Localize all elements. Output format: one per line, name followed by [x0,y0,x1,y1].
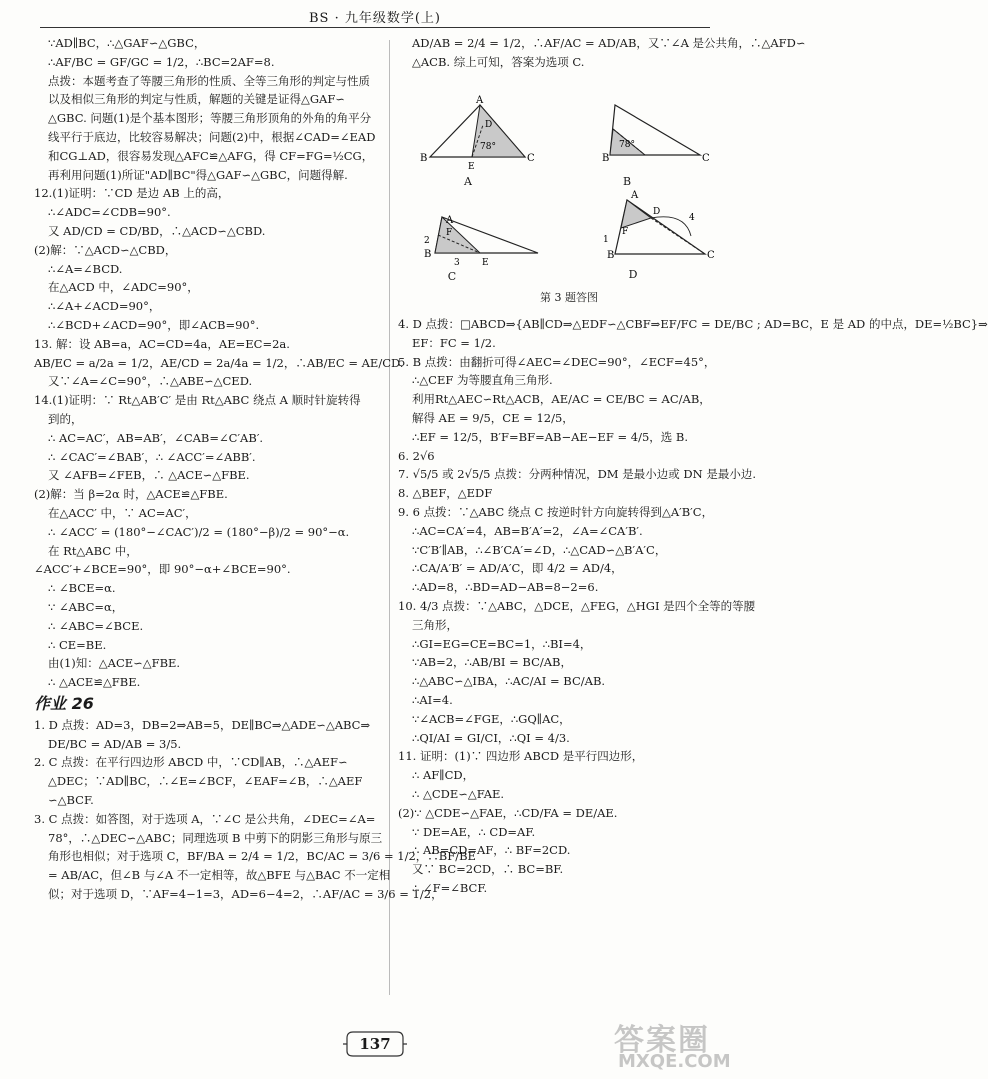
text-line: ∠ACC′+∠BCE=90°，即 90°−α+∠BCE=90°. [34,562,291,577]
svg-text:1: 1 [603,235,609,245]
text-line: = AB/AC，但∠B 与∠A 不一定相等，故△BFE 与△BAC 不一定相 [48,868,391,883]
text-line: ∴ ∠BCE=α. [48,581,116,596]
svg-text:C: C [527,153,535,164]
page-header [0,0,750,34]
text-line: 再利用问题(1)所证"AD∥BC"得△GAF∽△GBC，问题得解. [48,167,348,182]
text-line: ∴△ABC∽△IBA，∴AC/AI = BC/AB. [412,674,606,689]
figure-d [595,190,725,289]
text-line: DE/BC = AD/AB = 3/5. [48,736,182,751]
svg-text:E: E [482,258,489,268]
text-line: (2)解：当 β=2α 时，△ACE≌△FBE. [34,487,228,502]
figure-c-label: C [447,270,457,283]
text-line: ∴AF/BC = GF/GC = 1/2，∴BC=2AF=8. [48,54,275,69]
text-line: ∵C′B′∥AB，∴∠B′CA′=∠D，∴△CAD∽△B′A′C， [412,542,667,557]
text-line: 三角形， [412,617,458,632]
text-line: ∴ ∠CAC′=∠BAB′，∴ ∠ACC′=∠ABB′. [48,449,256,464]
text-line: 作业 26 [34,693,94,713]
text-line: ∵AB=2，∴AB/BI = BC/AB， [412,655,573,670]
text-line: (2)解：∵△ACD∽△CBD， [34,242,177,257]
text-line: ∴EF = 12/5，B′F=BF=AB−AE−EF = 4/5，选 B. [412,429,689,444]
watermark-url: MXQE.COM [618,1051,731,1072]
text-line: ∴CA/A′B′ = AD/A′C，即 4/2 = AD/4， [412,561,623,576]
text-line: 又∵ BC=2CD，∴ BC=BF. [412,862,564,877]
text-line: 9. 6 点拨：∵△ABC 绕点 C 按逆时针方向旋转得到△A′B′C， [398,504,714,519]
text-line: 又 ∠AFB=∠FEB，∴ △ACE∽△FBE. [48,468,250,483]
svg-text:F: F [622,227,629,237]
text-line: ∴ AF∥CD， [412,768,475,783]
svg-text:4: 4 [689,213,695,223]
figure-b-label: B [622,175,632,188]
text-line: 1. D 点拨：AD=3，DB=2⇒AB=5，DE∥BC⇒△ADE∽△ABC⇒ [34,717,371,732]
svg-text:A: A [631,190,639,201]
svg-text:C: C [707,250,715,261]
figure-d-drawing [595,190,725,285]
text-line: 13. 解：设 AB=a，AC=CD=4a，AE=EC=2a. [34,336,290,351]
text-line: 又∵∠A=∠C=90°，∴△ABE∽△CED. [48,374,253,389]
text-line: 11. 证明：(1)∵ 四边形 ABCD 是平行四边形， [398,749,644,764]
figure-b-drawing [595,95,715,175]
figure-a-drawing [410,95,550,175]
text-line: 6. 2√6 [398,448,435,463]
text-line: (2)∵ △CDE∽△FAE，∴CD/FA = DE/AE. [398,805,618,820]
text-line: ∽△BCF. [48,793,94,808]
text-line: ∴∠BCD+∠ACD=90°，即∠ACB=90°. [48,317,260,332]
text-line: ∴∠A=∠BCD. [48,261,123,276]
watermark [608,1015,746,1075]
text-line: 5. B 点拨：由翻折可得∠AEC=∠DEC=90°，∠ECF=45°， [398,354,716,369]
text-line: ∴△CEF 为等腰直角三角形. [412,373,553,388]
svg-text:F: F [446,228,453,238]
text-line: 解得 AE = 9/5，CE = 12/5， [412,410,574,425]
figure-c [410,205,550,289]
figure-a-label: A [464,175,472,188]
text-line: 在△ACC′ 中，∵ AC=AC′， [48,505,197,520]
text-line: 12.(1)证明：∵CD 是边 AB 上的高， [34,186,230,201]
text-line: 在△ACD 中，∠ADC=90°， [48,280,199,295]
svg-text:D: D [653,207,661,217]
text-line: ∴ AB=CD=AF，∴ BF=2CD. [412,843,571,858]
figure-caption: 第 3 题答图 [540,291,598,304]
text-line: 利用Rt△AEC∽Rt△ACB，AE/AC = CE/BC = AC/AB， [412,392,711,407]
text-line: ∴AI=4. [412,692,453,707]
answer-figures [410,95,720,290]
text-line: 78°，∴△DEC∽△ABC；同理选项 B 中剪下的阴影三角形与原三 [48,830,383,845]
svg-text:A: A [476,95,484,106]
text-line: ∴∠A+∠ACD=90°， [48,299,161,314]
text-line: ∴AD=8，∴BD=AD−AB=8−2=6. [412,580,599,595]
text-line: ∴GI=EG=CE=BC=1，∴BI=4， [412,636,592,651]
right-column [398,315,988,898]
text-line: △ACB. 综上可知，答案为选项 C. [412,54,585,69]
text-line: ∴ ∠ABC=∠BCE. [48,618,144,633]
header-rule [40,27,710,28]
text-line: 在 Rt△ABC 中， [48,543,138,558]
text-line: ∵∠ACB=∠FGE，∴GQ∥AC， [412,711,571,726]
svg-text:B: B [607,250,615,261]
text-line: 和CG⊥AD，很容易发现△AFC≌△AFG，得 CF=FG=½CG， [48,148,374,163]
text-line: △GBC. 问题(1)是个基本图形；等腰三角形顶角的外角的角平分 [48,111,372,126]
text-line: EF：FC = 1/2. [412,335,496,350]
figure-d-label: D [628,268,638,281]
text-line: 10. 4/3 点拨：∵△ABC，△DCE，△FEG，△HGI 是四个全等的等腰 [398,598,756,613]
angle-label-a: 78° [480,142,496,152]
text-line: ∴ ∠ACC′ = (180°−∠CAC′)/2 = (180°−β)/2 = 90°−α. [48,524,350,539]
text-line: 以及相似三角形的判定与性质，解题的关键是证得△GAF∽ [48,92,345,107]
text-line: 14.(1)证明：∵ Rt△AB′C′ 是由 Rt△ABC 绕点 A 顺时针旋转得 [34,393,361,408]
text-line: 7. √5/5 或 2√5/5 点拨：分两种情况，DM 是最小边或 DN 是最小边. [398,467,756,482]
text-line: AD/AB = 2/4 = 1/2，∴AF/AC = AD/AB，又∵∠A 是公共角，∴△AFD∽ [412,36,806,50]
text-line: 2. C 点拨：在平行四边形 ABCD 中，∵CD∥AB，∴△AEF∽ [34,755,348,770]
text-line: ∴QI/AI = GI/CI，∴QI = 4/3. [412,730,570,745]
page-number-text: 137 [359,1035,391,1053]
text-line: ∵ DE=AE，∴ CD=AF. [412,824,536,839]
text-line: △DEC；∵AD∥BC，∴∠E=∠BCF，∠EAF=∠B，∴△AEF [48,774,363,789]
figure-a [410,95,550,188]
text-line: 角形也相似；对于选项 C，BF/BA = 2/4 = 1/2，BC/AC = 3/6 = 1/2，∴BF/BE [48,849,476,864]
page-number [343,1029,407,1059]
text-line: 线平行于底边，比较容易解决；问题(2)中，根据∠CAD=∠EAD [48,129,376,144]
text-line: ∴ △CDE∽△FAE. [412,786,505,801]
svg-text:C: C [702,153,710,164]
text-line: 到的， [48,411,83,426]
watermark-logo: 答案圈 [614,1023,710,1058]
text-line: AB/EC = a/2a = 1/2，AE/CD = 2a/4a = 1/2，∴AB/EC = AE/CD. [34,355,404,370]
text-line: ∴ AC=AC′，AB=AB′，∠CAB=∠C′AB′. [48,430,264,445]
figure-c-drawing [410,205,550,285]
svg-text:D: D [485,120,493,130]
header-title: BS · 九年级数学(上) [309,11,441,26]
text-line: 又 AD/CD = CD/BD，∴△ACD∽△CBD. [48,223,266,238]
right-column-top [398,34,806,72]
svg-text:B: B [424,249,432,260]
text-line: 3. C 点拨：如答图，对于选项 A，∵∠C 是公共角，∠DEC=∠A= [34,811,376,826]
svg-text:2: 2 [424,236,430,246]
text-line: ∵AD∥BC，∴△GAF∽△GBC， [48,36,206,50]
svg-text:E: E [468,162,475,172]
text-line: ∴ ∠F=∠BCF. [412,880,488,895]
text-line: 由(1)知：△ACE∽△FBE. [48,656,181,671]
svg-text:A: A [446,215,454,226]
svg-text:B: B [420,153,428,164]
text-line: ∵ ∠ABC=α， [48,599,124,614]
figure-b [595,95,715,188]
text-line: ∴ △ACE≌△FBE. [48,675,141,690]
angle-label-b: 78° [619,140,635,150]
text-line: ∴∠ADC=∠CDB=90°. [48,205,171,220]
svg-text:3: 3 [454,258,460,268]
text-line: 似；对于选项 D，∵AF=4−1=3，AD=6−4=2，∴AF/AC = 3/6 = 1/2， [48,887,443,902]
text-line: 8. △BEF，△EDF [398,486,493,501]
text-line: ∴AC=CA′=4，AB=B′A′=2，∠A=∠CA′B′. [412,523,643,538]
svg-text:B: B [602,153,610,164]
text-line: 4. D 点拨：□ABCD⇒{AB∥CD⇒△EDF∽△CBF⇒EF/FC = DE/BC ; AD=BC，E 是 AD 的中点，DE=½BC}⇒ [398,317,988,331]
text-line: ∴ CE=BE. [48,637,107,652]
text-line: 点拨：本题考查了等腰三角形的性质、全等三角形的判定与性质 [48,73,370,88]
